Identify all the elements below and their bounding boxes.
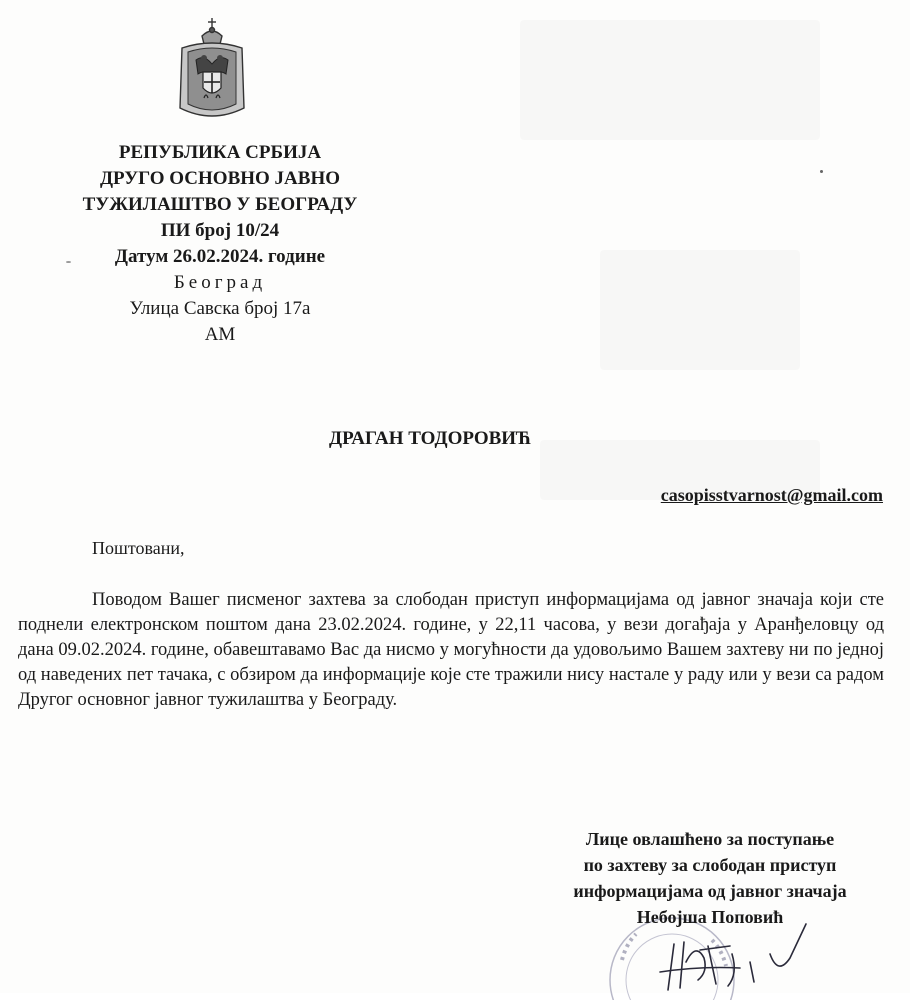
header-block [20, 140, 420, 348]
scan-shadow [600, 250, 800, 370]
recipient-email: casopisstvarnost@gmail.com [660, 485, 883, 505]
signatory-title-line3: информацијама од јавног значаја [573, 881, 847, 901]
header-city: Београд [173, 272, 267, 293]
header-office-line2: ТУЖИЛАШТВО У БЕОГРАДУ [82, 194, 358, 215]
salutation: Поштовани, [92, 538, 185, 558]
header-initials: АМ [204, 324, 236, 345]
document-date: Датум 26.02.2024. године [114, 246, 326, 267]
scan-shadow [520, 20, 820, 140]
signatory-title-line1: Лице овлашћено за поступање [585, 829, 835, 849]
header-address: Улица Савска број 17а [129, 298, 311, 319]
serbian-coat-of-arms-icon [176, 8, 248, 126]
signatory-title-line2: по захтеву за слободан приступ [583, 855, 837, 875]
letter-paragraph: Поводом Вашег писменог захтева за слободан приступ информацијама од јавног значаја који сте поднели електронском поштом дана 23.02.2024. године, у 22,11 часова, у вези догађаја у Аранђеловцу од дана 09.02.2024. године, обавештавамо Вас да нисмо у могућности да удовољимо Вашем захтеву ни по једној од наведених пет тачака, с обзиром да информације које сте тражили нису настале у раду или у вези са радом Другог основног јавног тужилаштва у Београду. [18, 590, 884, 710]
header-office-line1: ДРУГО ОСНОВНО ЈАВНО [99, 168, 340, 189]
signatory-name: Небојша Поповић [636, 907, 784, 927]
recipient-name: ДРАГАН ТОДОРОВИЋ [329, 428, 532, 449]
handwritten-signature-icon [600, 902, 830, 992]
header-republic: РЕПУБЛИКА СРБИЈА [118, 142, 322, 163]
case-number: ПИ број 10/24 [160, 220, 280, 241]
scan-speck [820, 170, 823, 173]
